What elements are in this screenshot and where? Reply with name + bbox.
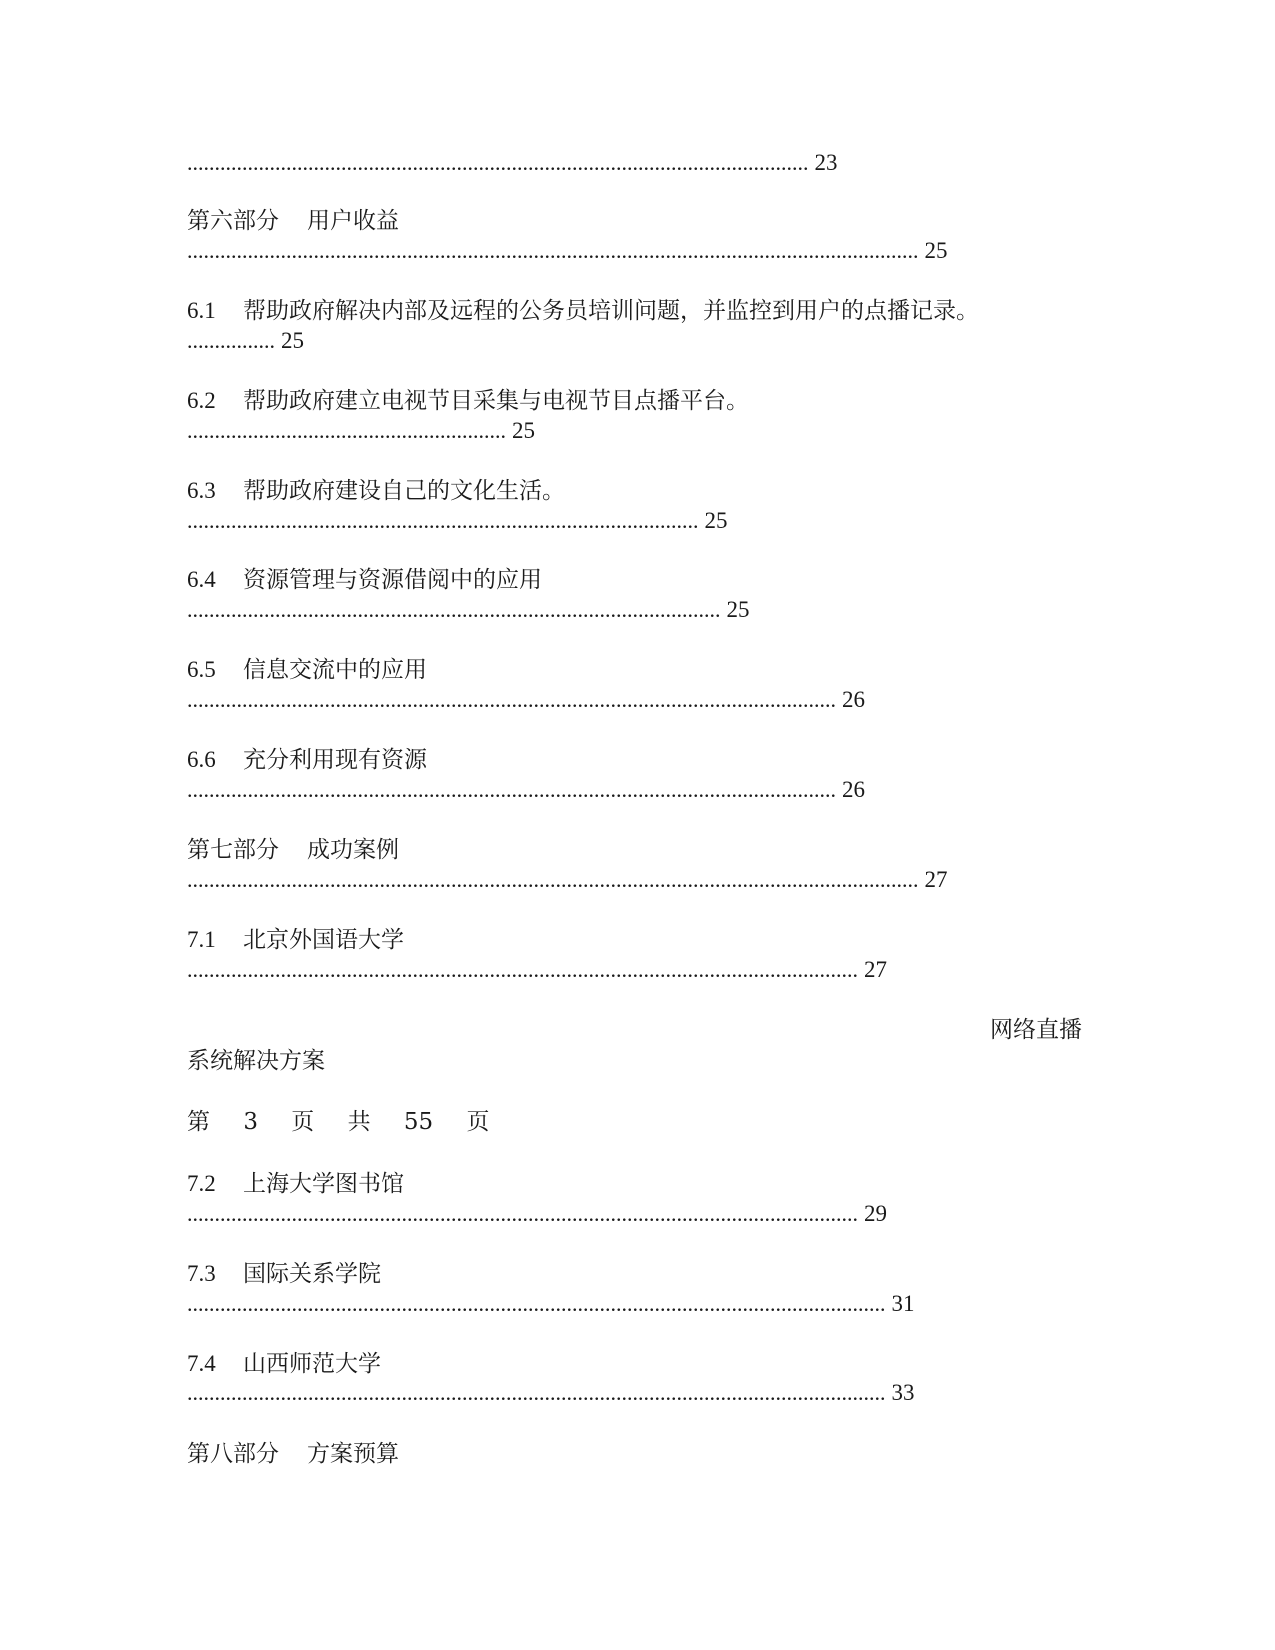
toc-leader-dots: ............................................................................................. (187, 508, 699, 533)
toc-page-number: 26 (842, 777, 865, 802)
toc-page-number: 23 (814, 150, 838, 175)
toc-entry-number: 6.5 (187, 657, 216, 682)
toc-page-number: 26 (842, 687, 865, 712)
toc-entry-label: 用户收益 (307, 208, 399, 234)
toc-page-number: 25 (924, 238, 948, 263)
toc-entry-title[interactable] (187, 1260, 381, 1288)
toc-entry-label: 信息交流中的应用 (243, 657, 427, 683)
toc-entry-title[interactable] (187, 1350, 381, 1378)
toc-leader-dots: .......................................................... (187, 418, 506, 443)
toc-entry-title[interactable] (187, 1170, 404, 1198)
toc-leader-line[interactable] (187, 418, 535, 444)
toc-entry-number: 7.4 (187, 1351, 216, 1376)
toc-entry-label: 帮助政府建立电视节目采集与电视节目点播平台。 (243, 388, 749, 414)
toc-leader-line[interactable] (187, 150, 838, 176)
toc-page-number: 25 (704, 508, 728, 533)
toc-leader-line[interactable] (187, 957, 887, 983)
toc-entry-label: 充分利用现有资源 (243, 747, 427, 773)
toc-entry-number: 第六部分 (187, 208, 279, 233)
toc-entry-label: 北京外国语大学 (243, 927, 404, 953)
page-footer (187, 1108, 515, 1136)
toc-page-number: 33 (891, 1380, 915, 1405)
running-header-right: 网络直播 (990, 1017, 1082, 1043)
toc-page-number: 31 (891, 1291, 915, 1316)
toc-leader-dots: ............................................................................................................................... (187, 1291, 886, 1316)
toc-leader-dots: ................................................................................................. (187, 597, 721, 622)
toc-entry-number: 第七部分 (187, 837, 279, 862)
toc-page-number: 29 (864, 1201, 887, 1226)
toc-entry-label: 帮助政府建设自己的文化生活。 (243, 478, 565, 504)
toc-page-number: 27 (864, 957, 887, 982)
toc-leader-line[interactable] (187, 777, 865, 803)
toc-leader-line[interactable] (187, 508, 728, 534)
toc-entry-title[interactable] (187, 746, 427, 774)
toc-leader-dots: ...................................................................................................................... (187, 687, 836, 712)
toc-entry-number: 7.1 (187, 927, 216, 952)
toc-entry-label: 方案预算 (307, 1441, 399, 1467)
toc-entry-number: 6.6 (187, 747, 216, 772)
toc-entry-title[interactable] (187, 297, 979, 325)
footer-total-pages: 55 (403, 1109, 434, 1135)
toc-leader-dots: ..................................................................................................................................... (187, 867, 919, 892)
footer-word: 页 (291, 1109, 315, 1135)
toc-leader-line[interactable] (187, 238, 948, 264)
toc-entry-title[interactable] (187, 926, 404, 954)
footer-page-number: 3 (243, 1109, 258, 1135)
toc-page-number: 25 (726, 597, 750, 622)
toc-page-number: 25 (512, 418, 535, 443)
toc-entry-title[interactable] (187, 477, 565, 505)
toc-entry-title[interactable] (187, 207, 399, 235)
footer-word: 页 (466, 1109, 490, 1135)
toc-entry-number: 6.4 (187, 567, 216, 592)
toc-entry-title[interactable] (187, 566, 542, 594)
toc-entry-number: 6.3 (187, 478, 216, 503)
toc-entry-number: 7.2 (187, 1171, 216, 1196)
toc-entry-number: 6.2 (187, 388, 216, 413)
toc-leader-line[interactable] (187, 328, 304, 354)
toc-entry-label: 国际关系学院 (243, 1261, 381, 1287)
toc-leader-dots: ................ (187, 328, 275, 353)
toc-leader-line[interactable] (187, 597, 750, 623)
toc-entry-number: 6.1 (187, 298, 216, 323)
toc-entry-title[interactable] (187, 836, 399, 864)
toc-leader-dots: ................................................................................................................. (187, 150, 809, 175)
toc-entry-title[interactable] (187, 656, 427, 684)
toc-leader-line[interactable] (187, 1201, 887, 1227)
toc-page-number: 25 (281, 328, 304, 353)
toc-leader-line[interactable] (187, 1291, 915, 1317)
toc-leader-dots: .......................................................................................................................... (187, 957, 858, 982)
toc-entry-title[interactable] (187, 387, 749, 415)
toc-leader-dots: ...................................................................................................................... (187, 777, 836, 802)
toc-page-number: 27 (924, 867, 948, 892)
toc-leader-dots: .......................................................................................................................... (187, 1201, 858, 1226)
toc-leader-dots: ..................................................................................................................................... (187, 238, 919, 263)
footer-word: 第 (187, 1109, 210, 1135)
toc-leader-dots: ............................................................................................................................... (187, 1380, 886, 1405)
toc-leader-line[interactable] (187, 867, 948, 893)
toc-entry-title[interactable] (187, 1440, 399, 1468)
toc-leader-line[interactable] (187, 1380, 915, 1406)
toc-entry-number: 7.3 (187, 1261, 216, 1286)
footer-word: 共 (347, 1109, 371, 1135)
toc-entry-label: 成功案例 (307, 837, 399, 863)
running-header-left: 系统解决方案 (187, 1048, 325, 1074)
toc-entry-label: 山西师范大学 (243, 1351, 381, 1377)
toc-entry-label: 资源管理与资源借阅中的应用 (243, 567, 542, 593)
toc-entry-label: 帮助政府解决内部及远程的公务员培训问题，并监控到用户的点播记录。 (243, 298, 979, 324)
toc-entry-number: 第八部分 (187, 1441, 279, 1466)
toc-entry-label: 上海大学图书馆 (243, 1171, 404, 1197)
toc-leader-line[interactable] (187, 687, 865, 713)
